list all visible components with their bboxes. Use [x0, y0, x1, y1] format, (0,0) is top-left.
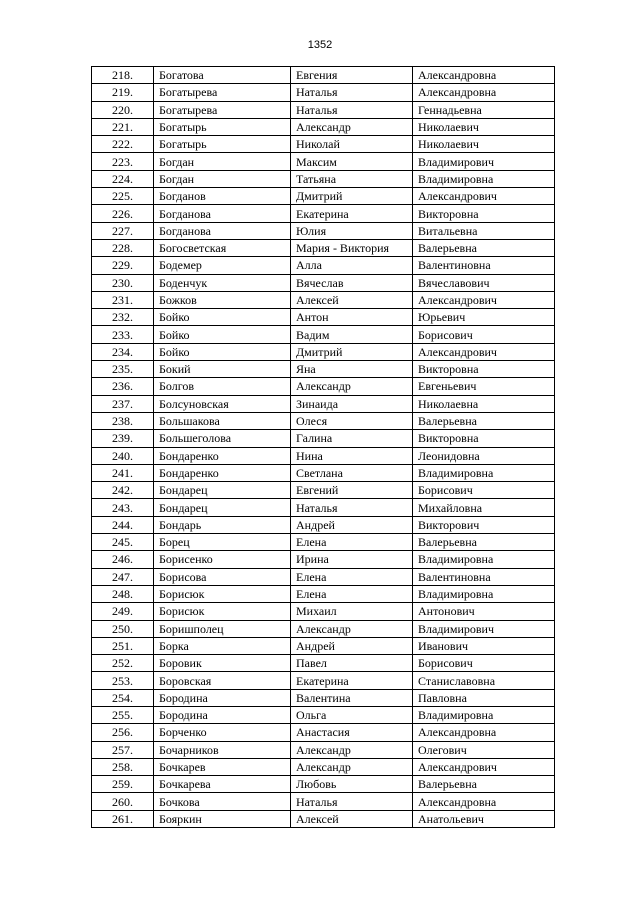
patronymic-cell: Николаевич: [413, 136, 555, 153]
table-row: [92, 430, 555, 447]
last-name-cell: Боровская: [154, 672, 291, 689]
patronymic-cell: Борисович: [413, 655, 555, 672]
table-row: [92, 412, 555, 429]
patronymic-cell: Александровна: [413, 67, 555, 84]
last-name-cell: Бойко: [154, 343, 291, 360]
row-number-cell: 245.: [92, 534, 154, 551]
last-name-cell: Бондарец: [154, 482, 291, 499]
table-row: [92, 689, 555, 706]
first-name-cell: Галина: [291, 430, 413, 447]
first-name-cell: Николай: [291, 136, 413, 153]
first-name-cell: Наталья: [291, 101, 413, 118]
row-number-cell: 247.: [92, 568, 154, 585]
table-row: [92, 101, 555, 118]
last-name-cell: Богатырь: [154, 118, 291, 135]
row-number-cell: 229.: [92, 257, 154, 274]
patronymic-cell: Валерьевна: [413, 239, 555, 256]
row-number-cell: 230.: [92, 274, 154, 291]
first-name-cell: Екатерина: [291, 205, 413, 222]
table-row: [92, 222, 555, 239]
table-row: [92, 188, 555, 205]
last-name-cell: Бойко: [154, 326, 291, 343]
first-name-cell: Евгений: [291, 482, 413, 499]
last-name-cell: Богатова: [154, 67, 291, 84]
patronymic-cell: Викторовна: [413, 361, 555, 378]
first-name-cell: Антон: [291, 309, 413, 326]
patronymic-cell: Александрович: [413, 291, 555, 308]
names-table-body: [92, 67, 555, 828]
row-number-cell: 240.: [92, 447, 154, 464]
patronymic-cell: Александровна: [413, 793, 555, 810]
table-row: [92, 136, 555, 153]
row-number-cell: 243.: [92, 499, 154, 516]
last-name-cell: Бояркин: [154, 810, 291, 827]
row-number-cell: 246.: [92, 551, 154, 568]
first-name-cell: Наталья: [291, 84, 413, 101]
patronymic-cell: Борисович: [413, 482, 555, 499]
row-number-cell: 260.: [92, 793, 154, 810]
row-number-cell: 218.: [92, 67, 154, 84]
first-name-cell: Олеся: [291, 412, 413, 429]
first-name-cell: Андрей: [291, 637, 413, 654]
first-name-cell: Михаил: [291, 603, 413, 620]
first-name-cell: Александр: [291, 620, 413, 637]
row-number-cell: 231.: [92, 291, 154, 308]
row-number-cell: 219.: [92, 84, 154, 101]
patronymic-cell: Валерьевна: [413, 534, 555, 551]
page-number: 1352: [307, 39, 333, 51]
row-number-cell: 222.: [92, 136, 154, 153]
first-name-cell: Мария - Виктория: [291, 239, 413, 256]
table-row: [92, 361, 555, 378]
last-name-cell: Бокий: [154, 361, 291, 378]
last-name-cell: Бондарец: [154, 499, 291, 516]
row-number-cell: 253.: [92, 672, 154, 689]
last-name-cell: Борка: [154, 637, 291, 654]
table-row: [92, 309, 555, 326]
first-name-cell: Алексей: [291, 810, 413, 827]
patronymic-cell: Павловна: [413, 689, 555, 706]
last-name-cell: Большеголова: [154, 430, 291, 447]
row-number-cell: 248.: [92, 585, 154, 602]
patronymic-cell: Леонидовна: [413, 447, 555, 464]
last-name-cell: Бондаренко: [154, 447, 291, 464]
last-name-cell: Бочарников: [154, 741, 291, 758]
table-row: [92, 637, 555, 654]
last-name-cell: Богданов: [154, 188, 291, 205]
row-number-cell: 259.: [92, 776, 154, 793]
last-name-cell: Богатырева: [154, 101, 291, 118]
first-name-cell: Наталья: [291, 499, 413, 516]
row-number-cell: 225.: [92, 188, 154, 205]
row-number-cell: 251.: [92, 637, 154, 654]
last-name-cell: Боденчук: [154, 274, 291, 291]
first-name-cell: Алексей: [291, 291, 413, 308]
row-number-cell: 220.: [92, 101, 154, 118]
last-name-cell: Борисюк: [154, 603, 291, 620]
last-name-cell: Бодемер: [154, 257, 291, 274]
table-row: [92, 257, 555, 274]
first-name-cell: Вадим: [291, 326, 413, 343]
row-number-cell: 255.: [92, 706, 154, 723]
patronymic-cell: Валерьевна: [413, 412, 555, 429]
patronymic-cell: Антонович: [413, 603, 555, 620]
row-number-cell: 261.: [92, 810, 154, 827]
first-name-cell: Анастасия: [291, 724, 413, 741]
row-number-cell: 241.: [92, 464, 154, 481]
first-name-cell: Елена: [291, 568, 413, 585]
row-number-cell: 244.: [92, 516, 154, 533]
first-name-cell: Татьяна: [291, 170, 413, 187]
first-name-cell: Александр: [291, 741, 413, 758]
first-name-cell: Яна: [291, 361, 413, 378]
first-name-cell: Дмитрий: [291, 343, 413, 360]
first-name-cell: Светлана: [291, 464, 413, 481]
last-name-cell: Богатырева: [154, 84, 291, 101]
patronymic-cell: Александрович: [413, 188, 555, 205]
row-number-cell: 252.: [92, 655, 154, 672]
last-name-cell: Болсуновская: [154, 395, 291, 412]
table-row: [92, 205, 555, 222]
last-name-cell: Бочкова: [154, 793, 291, 810]
patronymic-cell: Валентиновна: [413, 257, 555, 274]
patronymic-cell: Витальевна: [413, 222, 555, 239]
table-row: [92, 620, 555, 637]
table-row: [92, 343, 555, 360]
last-name-cell: Богосветская: [154, 239, 291, 256]
last-name-cell: Боровик: [154, 655, 291, 672]
patronymic-cell: Александрович: [413, 758, 555, 775]
first-name-cell: Зинаида: [291, 395, 413, 412]
table-row: [92, 67, 555, 84]
patronymic-cell: Николаевич: [413, 118, 555, 135]
patronymic-cell: Александровна: [413, 724, 555, 741]
last-name-cell: Большакова: [154, 412, 291, 429]
row-number-cell: 238.: [92, 412, 154, 429]
table-row: [92, 655, 555, 672]
table-row: [92, 551, 555, 568]
row-number-cell: 256.: [92, 724, 154, 741]
table-row: [92, 776, 555, 793]
table-row: [92, 84, 555, 101]
table-row: [92, 118, 555, 135]
row-number-cell: 257.: [92, 741, 154, 758]
row-number-cell: 242.: [92, 482, 154, 499]
first-name-cell: Вячеслав: [291, 274, 413, 291]
first-name-cell: Андрей: [291, 516, 413, 533]
row-number-cell: 224.: [92, 170, 154, 187]
last-name-cell: Борисенко: [154, 551, 291, 568]
row-number-cell: 258.: [92, 758, 154, 775]
first-name-cell: Ольга: [291, 706, 413, 723]
last-name-cell: Борисюк: [154, 585, 291, 602]
patronymic-cell: Станиславовна: [413, 672, 555, 689]
first-name-cell: Валентина: [291, 689, 413, 706]
row-number-cell: 234.: [92, 343, 154, 360]
first-name-cell: Юлия: [291, 222, 413, 239]
table-row: [92, 758, 555, 775]
last-name-cell: Бондаренко: [154, 464, 291, 481]
patronymic-cell: Владимировна: [413, 585, 555, 602]
first-name-cell: Алла: [291, 257, 413, 274]
first-name-cell: Дмитрий: [291, 188, 413, 205]
patronymic-cell: Владимировна: [413, 170, 555, 187]
patronymic-cell: Олегович: [413, 741, 555, 758]
row-number-cell: 228.: [92, 239, 154, 256]
row-number-cell: 227.: [92, 222, 154, 239]
last-name-cell: Боришполец: [154, 620, 291, 637]
last-name-cell: Борец: [154, 534, 291, 551]
table-row: [92, 741, 555, 758]
last-name-cell: Болгов: [154, 378, 291, 395]
last-name-cell: Бочкарева: [154, 776, 291, 793]
names-table: [91, 66, 555, 828]
table-row: [92, 706, 555, 723]
row-number-cell: 221.: [92, 118, 154, 135]
first-name-cell: Павел: [291, 655, 413, 672]
table-row: [92, 378, 555, 395]
first-name-cell: Евгения: [291, 67, 413, 84]
patronymic-cell: Евгеньевич: [413, 378, 555, 395]
patronymic-cell: Анатольевич: [413, 810, 555, 827]
table-row: [92, 585, 555, 602]
table-row: [92, 395, 555, 412]
patronymic-cell: Геннадьевна: [413, 101, 555, 118]
table-row: [92, 724, 555, 741]
table-row: [92, 447, 555, 464]
last-name-cell: Борисова: [154, 568, 291, 585]
row-number-cell: 232.: [92, 309, 154, 326]
last-name-cell: Богдан: [154, 170, 291, 187]
patronymic-cell: Николаевна: [413, 395, 555, 412]
table-row: [92, 603, 555, 620]
last-name-cell: Бородина: [154, 706, 291, 723]
patronymic-cell: Викторовна: [413, 430, 555, 447]
first-name-cell: Ирина: [291, 551, 413, 568]
patronymic-cell: Александровна: [413, 84, 555, 101]
row-number-cell: 223.: [92, 153, 154, 170]
last-name-cell: Бойко: [154, 309, 291, 326]
patronymic-cell: Михайловна: [413, 499, 555, 516]
table-row: [92, 810, 555, 827]
row-number-cell: 239.: [92, 430, 154, 447]
last-name-cell: Борченко: [154, 724, 291, 741]
patronymic-cell: Иванович: [413, 637, 555, 654]
table-row: [92, 239, 555, 256]
patronymic-cell: Викторович: [413, 516, 555, 533]
first-name-cell: Максим: [291, 153, 413, 170]
last-name-cell: Богдан: [154, 153, 291, 170]
first-name-cell: Александр: [291, 118, 413, 135]
row-number-cell: 254.: [92, 689, 154, 706]
first-name-cell: Александр: [291, 758, 413, 775]
row-number-cell: 235.: [92, 361, 154, 378]
last-name-cell: Бородина: [154, 689, 291, 706]
row-number-cell: 233.: [92, 326, 154, 343]
table-row: [92, 534, 555, 551]
first-name-cell: Любовь: [291, 776, 413, 793]
first-name-cell: Екатерина: [291, 672, 413, 689]
table-row: [92, 516, 555, 533]
table-row: [92, 464, 555, 481]
row-number-cell: 250.: [92, 620, 154, 637]
patronymic-cell: Борисович: [413, 326, 555, 343]
row-number-cell: 237.: [92, 395, 154, 412]
last-name-cell: Бондарь: [154, 516, 291, 533]
patronymic-cell: Владимирович: [413, 153, 555, 170]
row-number-cell: 236.: [92, 378, 154, 395]
patronymic-cell: Юрьевич: [413, 309, 555, 326]
row-number-cell: 249.: [92, 603, 154, 620]
last-name-cell: Богданова: [154, 205, 291, 222]
table-row: [92, 499, 555, 516]
first-name-cell: Александр: [291, 378, 413, 395]
last-name-cell: Богданова: [154, 222, 291, 239]
first-name-cell: Елена: [291, 585, 413, 602]
table-row: [92, 672, 555, 689]
patronymic-cell: Владимировна: [413, 706, 555, 723]
table-row: [92, 482, 555, 499]
patronymic-cell: Александрович: [413, 343, 555, 360]
patronymic-cell: Владимировна: [413, 551, 555, 568]
first-name-cell: Нина: [291, 447, 413, 464]
table-row: [92, 291, 555, 308]
row-number-cell: 226.: [92, 205, 154, 222]
table-row: [92, 274, 555, 291]
patronymic-cell: Валентиновна: [413, 568, 555, 585]
patronymic-cell: Владимирович: [413, 620, 555, 637]
table-row: [92, 568, 555, 585]
patronymic-cell: Владимировна: [413, 464, 555, 481]
last-name-cell: Богатырь: [154, 136, 291, 153]
first-name-cell: Елена: [291, 534, 413, 551]
patronymic-cell: Вячеславович: [413, 274, 555, 291]
last-name-cell: Божков: [154, 291, 291, 308]
first-name-cell: Наталья: [291, 793, 413, 810]
last-name-cell: Бочкарев: [154, 758, 291, 775]
patronymic-cell: Валерьевна: [413, 776, 555, 793]
table-row: [92, 170, 555, 187]
table-row: [92, 326, 555, 343]
patronymic-cell: Викторовна: [413, 205, 555, 222]
table-row: [92, 793, 555, 810]
table-row: [92, 153, 555, 170]
